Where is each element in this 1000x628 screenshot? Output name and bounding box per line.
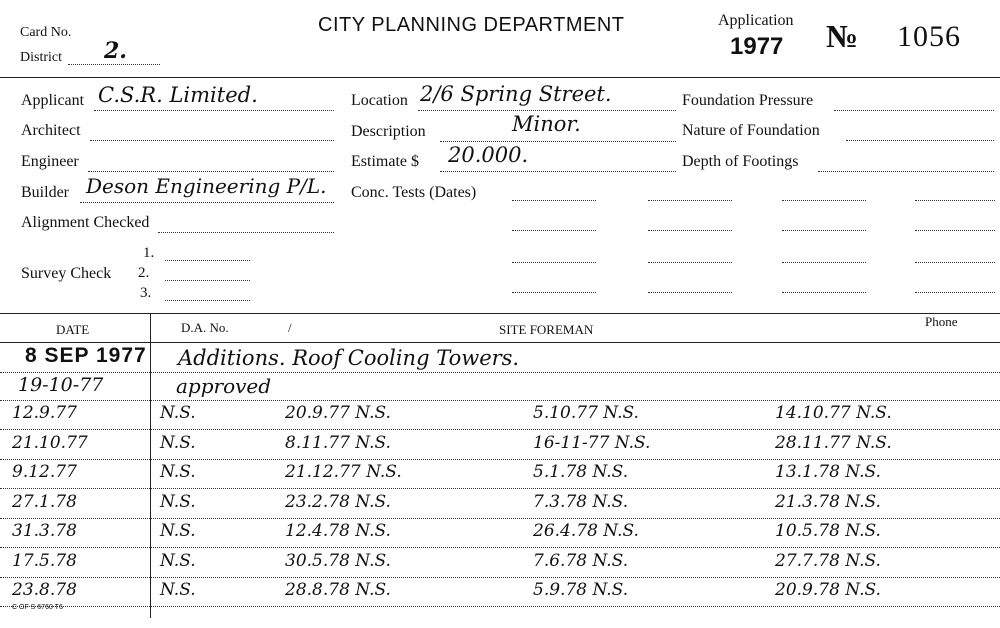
print-code: C OF S 6760 T6	[12, 604, 63, 611]
conc-test-line	[915, 230, 995, 231]
column-header-da-no: D.A. No.	[181, 320, 229, 335]
header-divider	[0, 77, 1000, 78]
builder-line	[80, 202, 334, 203]
builder-value: Deson Engineering P/L.	[86, 174, 327, 198]
row-inspection-entry: 27.7.78 N.S.	[775, 550, 881, 571]
engineer-label: Engineer	[21, 153, 79, 170]
row-foreman-initials: N.S.	[160, 462, 196, 482]
row-inspection-entry: 26.4.78 N.S.	[533, 521, 639, 541]
conc-test-line	[648, 262, 732, 263]
row-inspection-entry: 28.11.77 N.S.	[775, 432, 892, 453]
applicant-line	[94, 110, 334, 111]
row-inspection-entry: 20.9.77 N.S.	[285, 403, 391, 423]
row-inspection-entry: 21.3.78 N.S.	[775, 491, 881, 512]
survey-3-line	[165, 300, 250, 301]
column-header-date: DATE	[56, 322, 90, 337]
row-inspection-entry: 5.10.77 N.S.	[533, 403, 639, 423]
approved-text: approved	[176, 374, 272, 398]
row-inspection-entry: 7.3.78 N.S.	[533, 491, 629, 512]
survey-3-label: 3.	[140, 285, 152, 301]
row-inspection-entry: 20.9.78 N.S.	[775, 580, 881, 600]
conc-test-line	[782, 262, 866, 263]
row-line	[0, 459, 1000, 460]
survey-2-line	[165, 280, 250, 281]
row-foreman-initials: N.S.	[160, 550, 196, 571]
conc-test-line	[512, 200, 596, 201]
row-inspection-entry: 7.6.78 N.S.	[533, 550, 629, 571]
row-foreman-initials: N.S.	[160, 580, 196, 600]
conc-tests-label: Conc. Tests (Dates)	[351, 184, 477, 201]
conc-test-line	[512, 230, 596, 231]
row-line	[0, 400, 1000, 401]
row-inspection-entry: 16-11-77 N.S.	[533, 432, 651, 453]
row-inspection-entry: 10.5.78 N.S.	[775, 521, 881, 541]
builder-label: Builder	[21, 184, 69, 201]
description-value: Minor.	[512, 112, 581, 136]
row-date: 27.1.78	[12, 491, 77, 512]
row-inspection-entry: 5.9.78 N.S.	[533, 580, 629, 600]
conc-test-line	[915, 200, 995, 201]
row-date: 9.12.77	[12, 462, 77, 482]
row-foreman-initials: N.S.	[160, 521, 196, 541]
row-foreman-initials: N.S.	[160, 432, 196, 453]
date-column-divider	[150, 313, 151, 618]
conc-test-line	[648, 292, 732, 293]
row-date: 23.8.78	[12, 580, 77, 600]
row-inspection-entry: 13.1.78 N.S.	[775, 462, 881, 482]
row-inspection-entry: 8.11.77 N.S.	[285, 432, 391, 453]
nature-of-foundation-label: Nature of Foundation	[682, 122, 820, 139]
location-label: Location	[351, 92, 408, 109]
row-line	[0, 372, 1000, 373]
engineer-line	[88, 171, 334, 172]
application-number: 1056	[897, 20, 961, 53]
approved-date: 19-10-77	[18, 374, 104, 396]
application-year: 1977	[730, 33, 784, 60]
row-line	[0, 518, 1000, 519]
estimate-value: 20.000.	[448, 143, 529, 167]
row-line	[0, 547, 1000, 548]
application-label: Application	[718, 12, 794, 29]
conc-test-line	[648, 230, 732, 231]
architect-label: Architect	[21, 122, 81, 139]
survey-1-label: 1.	[143, 245, 155, 261]
conc-test-line	[512, 262, 596, 263]
conc-test-line	[648, 200, 732, 201]
row-inspection-entry: 14.10.77 N.S.	[775, 403, 892, 423]
row-inspection-entry: 28.8.78 N.S.	[285, 580, 391, 600]
description-label: Description	[351, 123, 426, 140]
number-symbol: №	[826, 18, 859, 54]
nature-of-foundation-line	[846, 140, 994, 141]
location-value: 2/6 Spring Street.	[420, 82, 612, 106]
district-dotted-line	[68, 64, 160, 65]
conc-test-line	[782, 200, 866, 201]
applicant-value: C.S.R. Limited.	[98, 83, 258, 107]
alignment-label: Alignment Checked	[21, 214, 150, 231]
location-line	[418, 110, 676, 111]
row-inspection-entry: 30.5.78 N.S.	[285, 550, 391, 571]
row-date: 31.3.78	[12, 521, 77, 541]
row-line	[0, 488, 1000, 489]
row-date: 21.10.77	[12, 432, 88, 453]
received-date-stamp: 8 SEP 1977	[25, 344, 147, 367]
foundation-pressure-label: Foundation Pressure	[682, 92, 814, 109]
survey-label: Survey Check	[21, 265, 112, 282]
description-line	[440, 141, 676, 142]
row-inspection-entry: 21.12.77 N.S.	[285, 462, 402, 482]
survey-1-line	[165, 260, 250, 261]
conc-test-line	[782, 230, 866, 231]
row-inspection-entry: 12.4.78 N.S.	[285, 521, 391, 541]
stamp-note: Additions. Roof Cooling Towers.	[178, 346, 520, 370]
architect-line	[90, 140, 334, 141]
column-header-site-foreman: SITE FOREMAN	[499, 322, 594, 337]
row-inspection-entry: 23.2.78 N.S.	[285, 491, 391, 512]
conc-test-line	[782, 292, 866, 293]
department-title: CITY PLANNING DEPARTMENT	[318, 14, 625, 36]
row-date: 12.9.77	[12, 403, 77, 423]
estimate-line	[440, 171, 676, 172]
conc-test-line	[915, 292, 995, 293]
estimate-label: Estimate $	[351, 153, 419, 170]
row-foreman-initials: N.S.	[160, 403, 196, 423]
row-inspection-entry: 5.1.78 N.S.	[533, 462, 629, 482]
district-label: District	[20, 50, 62, 65]
depth-of-footings-label: Depth of Footings	[682, 153, 799, 170]
district-value: 2.	[104, 38, 127, 64]
column-header-phone: Phone	[925, 314, 958, 329]
foundation-pressure-line	[834, 110, 994, 111]
alignment-line	[158, 232, 334, 233]
row-line	[0, 606, 1000, 607]
card-no-label: Card No.	[20, 25, 72, 40]
depth-of-footings-line	[818, 171, 994, 172]
conc-test-line	[915, 262, 995, 263]
column-header-slash: /	[288, 320, 292, 335]
row-foreman-initials: N.S.	[160, 491, 196, 512]
applicant-label: Applicant	[21, 92, 85, 109]
row-line	[0, 429, 1000, 430]
survey-2-label: 2.	[138, 265, 150, 281]
row-date: 17.5.78	[12, 550, 77, 571]
row-line	[0, 577, 1000, 578]
conc-test-line	[512, 292, 596, 293]
